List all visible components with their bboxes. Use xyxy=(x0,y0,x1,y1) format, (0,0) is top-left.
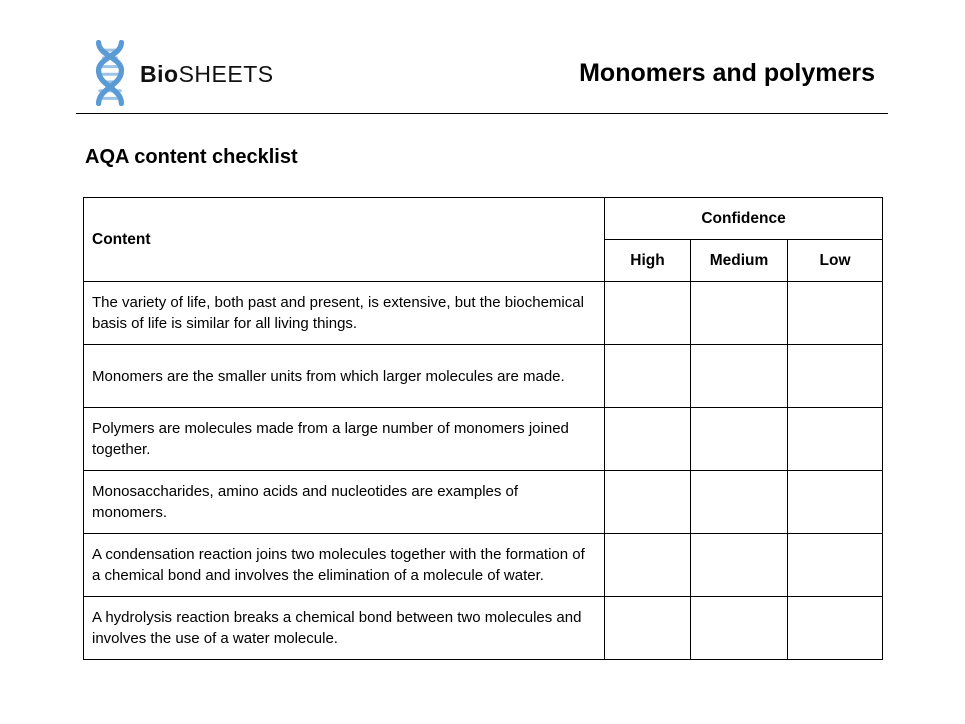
content-column-header: Content xyxy=(84,198,605,282)
confidence-level-header-medium: Medium xyxy=(691,240,788,282)
confidence-cell-low[interactable] xyxy=(788,597,883,660)
content-cell: Polymers are molecules made from a large number of monomers joined together. xyxy=(84,408,605,471)
confidence-cell-high[interactable] xyxy=(605,597,691,660)
confidence-cell-low[interactable] xyxy=(788,282,883,345)
table-row xyxy=(84,408,883,471)
header-divider xyxy=(76,113,888,114)
confidence-cell-medium[interactable] xyxy=(691,345,788,408)
confidence-column-header: Confidence xyxy=(605,198,883,240)
page-title: Monomers and polymers xyxy=(579,59,875,87)
dna-helix-icon xyxy=(84,40,136,106)
confidence-cell-medium[interactable] xyxy=(691,471,788,534)
confidence-cell-high[interactable] xyxy=(605,471,691,534)
brand-regular-part: SHEETS xyxy=(178,61,274,87)
checklist-table xyxy=(83,197,883,660)
confidence-cell-low[interactable] xyxy=(788,345,883,408)
confidence-cell-medium[interactable] xyxy=(691,408,788,471)
table-row xyxy=(84,471,883,534)
confidence-cell-medium[interactable] xyxy=(691,534,788,597)
confidence-cell-low[interactable] xyxy=(788,408,883,471)
confidence-cell-medium[interactable] xyxy=(691,597,788,660)
confidence-cell-high[interactable] xyxy=(605,408,691,471)
table-row xyxy=(84,345,883,408)
content-cell: The variety of life, both past and present, is extensive, but the biochemical basis of life is similar for all living things. xyxy=(84,282,605,345)
section-heading: AQA content checklist xyxy=(85,146,298,168)
content-cell: A hydrolysis reaction breaks a chemical bond between two molecules and involves the use of a water molecule. xyxy=(84,597,605,660)
confidence-cell-high[interactable] xyxy=(605,534,691,597)
content-cell: A condensation reaction joins two molecules together with the formation of a chemical bond and involves the elimination of a molecule of water. xyxy=(84,534,605,597)
brand-logo-text xyxy=(140,61,274,88)
confidence-cell-low[interactable] xyxy=(788,471,883,534)
checklist-body xyxy=(84,282,883,660)
brand-bold-part: Bio xyxy=(140,61,179,87)
content-cell: Monomers are the smaller units from which larger molecules are made. xyxy=(84,345,605,408)
table-row xyxy=(84,282,883,345)
confidence-cell-high[interactable] xyxy=(605,345,691,408)
content-cell: Monosaccharides, amino acids and nucleotides are examples of monomers. xyxy=(84,471,605,534)
confidence-cell-medium[interactable] xyxy=(691,282,788,345)
confidence-level-header-high: High xyxy=(605,240,691,282)
table-row xyxy=(84,597,883,660)
confidence-cell-low[interactable] xyxy=(788,534,883,597)
confidence-level-header-low: Low xyxy=(788,240,883,282)
table-header-row-1 xyxy=(84,198,883,240)
table-row xyxy=(84,534,883,597)
confidence-cell-high[interactable] xyxy=(605,282,691,345)
